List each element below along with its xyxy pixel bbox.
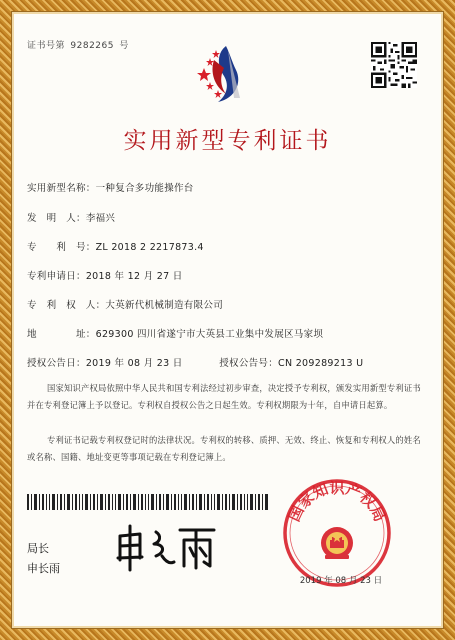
field-value: 629300 四川省遂宁市大英县工业集中发展区马家坝 <box>95 329 324 340</box>
field-row-patent-number <box>27 239 204 253</box>
field-row-address <box>27 326 323 340</box>
certificate-number-label: 证书号第 <box>27 41 66 51</box>
field-label: 专 利 权 人： <box>27 300 106 311</box>
official-seal-icon <box>281 477 393 589</box>
certificate-number-value: 9282265 <box>70 41 114 51</box>
field-label: 专 利 号： <box>27 242 96 253</box>
field-value: 大英新代机械制造有限公司 <box>105 300 224 311</box>
barcode-icon <box>27 494 269 510</box>
patent-office-emblem-icon <box>196 42 256 104</box>
announcement-number-label: 授权公告号： <box>219 358 279 369</box>
certificate-title: 实用新型专利证书 <box>123 128 332 154</box>
grant-paragraph: 国家知识产权局依照中华人民共和国专利法经过初步审查，决定授予专利权，颁发实用新型专利证书并在专利登记簿上予以登记。专利权自授权公告之日起生效。专利权期限为十年，自申请日起算。 <box>27 383 421 410</box>
announcement-date-label: 授权公告日： <box>27 358 86 369</box>
qr-code-icon <box>371 42 417 88</box>
announcement-number-value: CN 209289213 U <box>278 358 364 369</box>
seal-date: 2019 年 08 月 23 日 <box>299 576 383 586</box>
field-row-announcement <box>27 355 363 369</box>
field-row-utility-model-name <box>27 180 194 194</box>
field-row-inventor <box>27 210 115 224</box>
field-value: ZL 2018 2 2217873.4 <box>95 242 204 253</box>
signatory-title: 局长 <box>27 542 49 555</box>
field-row-application-date <box>27 268 183 282</box>
field-row-patentee <box>27 297 223 311</box>
field-value: 李福兴 <box>85 213 116 224</box>
certificate-number-suffix: 号 <box>119 41 129 51</box>
certificate-number <box>27 38 131 51</box>
handwritten-signature <box>110 522 222 572</box>
field-label: 专利申请日： <box>27 271 86 282</box>
svg-text:国家知识产权局: 国家知识产权局 <box>284 479 390 525</box>
announcement-date-value: 2019 年 08 月 23 日 <box>85 358 183 369</box>
signatory-name: 申长雨 <box>27 562 60 575</box>
legal-status-paragraph: 专利证书记载专利权登记时的法律状况。专利权的转移、质押、无效、终止、恢复和专利权人的姓名或名称、国籍、地址变更等事项记载在专利登记簿上。 <box>27 435 421 462</box>
field-value: 2018 年 12 月 27 日 <box>85 271 183 282</box>
field-label: 实用新型名称： <box>27 183 96 194</box>
field-value: 一种复合多功能操作台 <box>95 183 194 194</box>
field-label: 发 明 人： <box>27 213 86 224</box>
field-label: 地 址： <box>27 329 96 340</box>
